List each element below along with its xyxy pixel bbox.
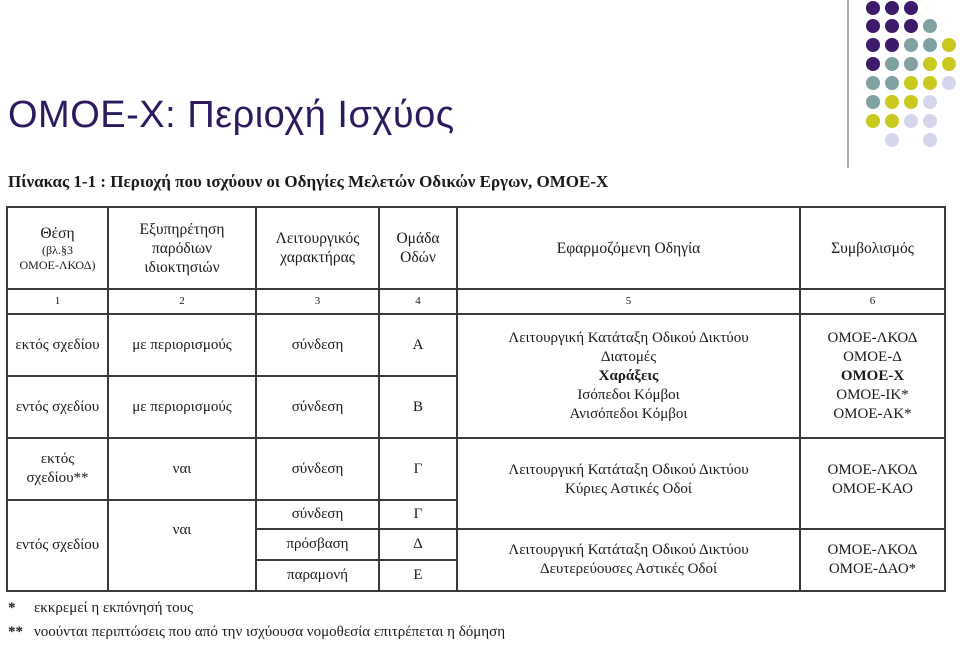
divider-line [847,0,849,168]
cell-service: ναι [108,500,256,591]
guideline-line: Ανισόπεδοι Κόμβοι [569,405,688,422]
header-location-label: Θέση [40,224,75,242]
decorative-dot-grid [0,0,960,170]
decorative-dot [904,95,918,109]
cell-guideline-block-2 [457,438,800,529]
cell-service: ναι [108,438,256,500]
header-symbol: Συμβολισμός [800,207,945,289]
table-row [7,438,945,500]
guideline-line: Λειτουργική Κατάταξη Οδικού Δικτύου [508,462,749,478]
cell-group: Β [379,376,457,438]
cell-guideline-block-1 [457,314,800,438]
footnote-text: νοούνται περιπτώσεις που από την ισχύουσα νομοθεσία επιτρέπεται η δόμηση [34,624,506,640]
guideline-line: Χαράξεις [598,367,659,384]
cell-location: εκτός σχεδίου [7,314,108,376]
header-location-sub1: (βλ.§3 [42,242,73,257]
column-number: 1 [7,289,108,314]
cell-function: παραμονή [256,560,379,591]
column-number: 6 [800,289,945,314]
cell-group: Δ [379,529,457,560]
decorative-dot [904,1,918,15]
table-row [7,314,945,376]
decorative-dot [866,38,880,52]
decorative-dot [923,19,937,33]
decorative-dot [904,38,918,52]
cell-function: σύνδεση [256,500,379,529]
column-number: 5 [457,289,800,314]
header-guideline: Εφαρμοζόμενη Οδηγία [457,207,800,289]
column-number-row [7,289,945,314]
symbol-line: ΟΜΟΕ-ΑΚ* [833,405,912,422]
guideline-line: Κύριες Αστικές Οδοί [565,481,692,497]
cell-location: εκτός σχεδίου** [7,438,108,500]
guideline-line: Ισόπεδοι Κόμβοι [577,386,680,403]
decorative-dot [942,57,956,71]
symbol-line: ΟΜΟΕ-ΚΑΟ [831,481,914,497]
decorative-dot [866,1,880,15]
header-service: Εξυπηρέτηση παρόδιων ιδιοκτησιών [108,207,256,289]
cell-service: με περιορισμούς [108,314,256,376]
decorative-dot [942,76,956,90]
decorative-dot [885,19,899,33]
decorative-dot [923,133,937,147]
footnote-text: εκκρεμεί η εκπόνησή τους [34,600,194,616]
footnote [8,596,505,620]
cell-function: σύνδεση [256,376,379,438]
header-location-sub2: ΟΜΟΕ-ΛΚΟΔ) [19,257,96,272]
cell-group: Γ [379,500,457,529]
cell-group: Α [379,314,457,376]
cell-group: Γ [379,438,457,500]
cell-symbol-block-1 [800,314,945,438]
cell-function: σύνδεση [256,438,379,500]
column-number: 3 [256,289,379,314]
header-row [7,207,945,289]
decorative-dot [866,114,880,128]
decorative-dot [885,114,899,128]
decorative-dot [904,19,918,33]
guideline-line: Λειτουργική Κατάταξη Οδικού Δικτύου [508,542,749,558]
decorative-dot [904,76,918,90]
cell-location: εντός σχεδίου [7,500,108,591]
decorative-dot [885,38,899,52]
table-caption: Πίνακας 1-1 : Περιοχή που ισχύουν οι Οδηγίες Μελετών Οδικών Εργων, ΟΜΟΕ-Χ [8,172,609,191]
decorative-dot [866,57,880,71]
decorative-dot [866,19,880,33]
cell-symbol-block-2 [800,438,945,529]
decorative-dot [885,95,899,109]
symbol-line: ΟΜΟΕ-ΛΚΟΔ [827,462,918,478]
decorative-dot [885,76,899,90]
decorative-dot [885,57,899,71]
footnote-mark: * [8,600,16,616]
decorative-dot [923,76,937,90]
header-group: Ομάδα Οδών [379,207,457,289]
decorative-dot [866,76,880,90]
symbol-line: ΟΜΟΕ-ΙΚ* [836,386,909,403]
symbol-line: ΟΜΟΕ-Δ [843,348,902,365]
cell-location: εντός σχεδίου [7,376,108,438]
decorative-dot [923,57,937,71]
cell-symbol-block-3 [800,529,945,591]
footnotes [8,596,505,644]
symbol-line: ΟΜΟΕ-ΛΚΟΔ [827,329,918,346]
header-location [7,207,108,289]
symbol-line: ΟΜΟΕ-Χ [840,367,905,384]
header-function: Λειτουργικός χαρακτήρας [256,207,379,289]
decorative-dot [942,38,956,52]
decorative-dot [904,114,918,128]
decorative-dot [885,1,899,15]
cell-function: πρόσβαση [256,529,379,560]
guideline-line: Δευτερεύουσες Αστικές Οδοί [539,561,718,577]
column-number: 4 [379,289,457,314]
decorative-dot [923,114,937,128]
decorative-dot [904,57,918,71]
column-number: 2 [108,289,256,314]
cell-function: σύνδεση [256,314,379,376]
cell-group: Ε [379,560,457,591]
decorative-dot [923,38,937,52]
symbol-line: ΟΜΟΕ-ΔΑΟ* [828,561,917,577]
footnote [8,620,505,644]
slide-title: ΟΜΟΕ-Χ: Περιοχή Ισχύος [8,94,455,136]
cell-guideline-block-3 [457,529,800,591]
decorative-dot [885,133,899,147]
symbol-line: ΟΜΟΕ-ΛΚΟΔ [827,542,918,558]
decorative-dot [923,95,937,109]
guideline-line: Λειτουργική Κατάταξη Οδικού Δικτύου [508,329,749,346]
footnote-mark: ** [8,624,23,640]
scope-table [6,206,946,592]
decorative-dot [866,95,880,109]
cell-service: με περιορισμούς [108,376,256,438]
guideline-line: Διατομές [600,348,657,365]
